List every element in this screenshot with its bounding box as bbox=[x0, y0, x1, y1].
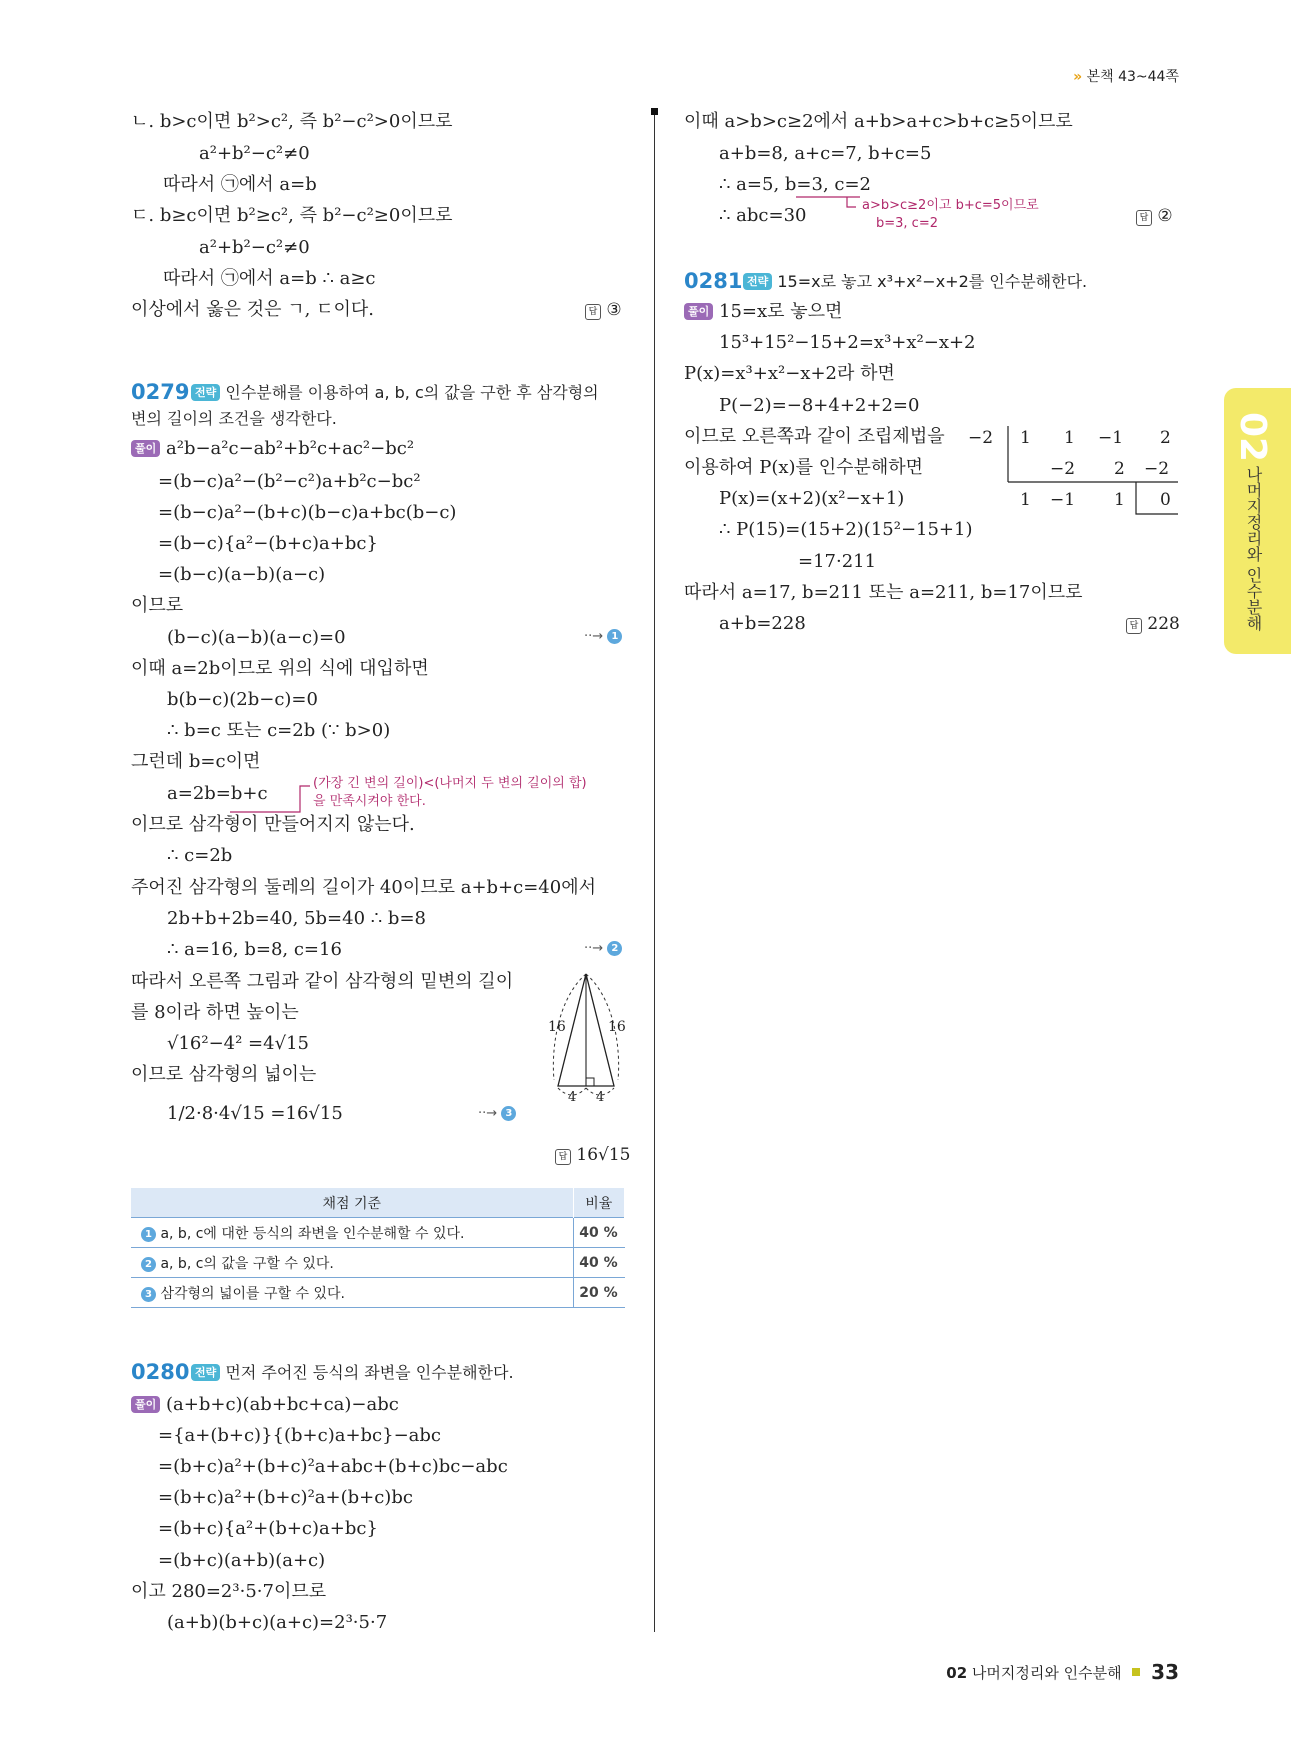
solution-line bbox=[131, 437, 414, 461]
answer-value: 228 bbox=[1147, 614, 1180, 634]
footer-square-icon bbox=[1132, 1668, 1140, 1676]
answer-icon: 답 bbox=[555, 1149, 571, 1165]
step-2-icon: 2 bbox=[141, 1257, 156, 1272]
header-reference: 본책 43~44쪽 bbox=[1086, 69, 1179, 85]
text-line: 따라서 ㉠에서 a=b ∴ a≥c bbox=[163, 268, 376, 289]
math-line: =(b+c)a²+(b+c)²a+(b+c)bc bbox=[158, 1487, 413, 1508]
strategy-line-2: 변의 길이의 조건을 생각한다. bbox=[131, 409, 337, 428]
math-line: a+b=8, a+c=7, b+c=5 bbox=[719, 143, 932, 164]
text-line: a²+b²−c²≠0 bbox=[199, 237, 310, 258]
text-line: 이고 280=2³·5·7이므로 bbox=[131, 1581, 327, 1602]
answer-icon: 답 bbox=[585, 304, 601, 320]
text-line: ㄷ. b≥c이면 b²≥c², 즉 b²−c²≥0이므로 bbox=[131, 205, 453, 226]
text-line: 따라서 오른쪽 그림과 같이 삼각형의 밑변의 길이 bbox=[131, 971, 514, 992]
chapter-side-tab bbox=[1224, 388, 1291, 654]
math-line: ∴ b=c 또는 c=2b (∵ b>0) bbox=[167, 720, 391, 741]
column-divider bbox=[654, 112, 655, 1632]
step-2-icon: 2 bbox=[607, 941, 622, 956]
text-line: 따라서 a=17, b=211 또는 a=211, b=17이므로 bbox=[684, 582, 1083, 603]
annotation-note: (가장 긴 변의 길이)<(나머지 두 변의 길이의 합) bbox=[313, 776, 587, 791]
synthetic-division bbox=[968, 424, 1178, 520]
table-header: 비율 bbox=[573, 1188, 625, 1218]
math-line: ∴ a=16, b=8, c=16 bbox=[167, 939, 342, 960]
coef: 2 bbox=[1160, 428, 1171, 448]
annotation-bracket bbox=[796, 195, 862, 209]
side-tab-number: 02 bbox=[1232, 412, 1273, 463]
table-row bbox=[131, 1218, 625, 1248]
answer bbox=[555, 1145, 631, 1165]
text-line: 그런데 b=c이면 bbox=[131, 751, 261, 772]
criteria-text: a, b, c의 값을 구할 수 있다. bbox=[160, 1255, 334, 1272]
criteria-pct: 20 % bbox=[573, 1278, 625, 1308]
text-line: 이므로 삼각형이 만들어지지 않는다. bbox=[131, 814, 415, 835]
annotation-note: 을 만족시켜야 한다. bbox=[313, 794, 426, 809]
strategy-line bbox=[191, 1361, 514, 1385]
problem-number: 0279 bbox=[131, 380, 190, 404]
text-line: 이므로 삼각형의 넓이는 bbox=[131, 1064, 317, 1085]
answer-value: 16√15 bbox=[576, 1145, 631, 1165]
math-line: =17·211 bbox=[798, 551, 877, 572]
annotation-note: a>b>c≥2이고 b+c=5이므로 bbox=[862, 198, 1039, 213]
problem-number: 0280 bbox=[131, 1360, 190, 1384]
text-line: 이때 a>b>c≥2에서 a+b>a+c>b+c≥5이므로 bbox=[684, 111, 1073, 132]
coef: 2 bbox=[1114, 459, 1125, 479]
step-marker: ··→ 1 bbox=[584, 629, 622, 644]
step-marker: ··→ 3 bbox=[478, 1106, 516, 1121]
coef: 1 bbox=[1020, 490, 1031, 510]
table-header: 채점 기준 bbox=[131, 1188, 573, 1218]
text-line: 따라서 ㉠에서 a=b bbox=[163, 174, 317, 195]
step-1-icon: 1 bbox=[141, 1227, 156, 1242]
criteria-text: 삼각형의 넓이를 구할 수 있다. bbox=[160, 1285, 345, 1302]
math-line: P(−2)=−8+4+2+2=0 bbox=[719, 395, 920, 416]
text-line: 이때 a=2b이므로 위의 식에 대입하면 bbox=[131, 658, 429, 679]
solution-tag: 풀이 bbox=[684, 303, 713, 320]
page-header bbox=[1073, 66, 1179, 86]
step-marker: ··→ 2 bbox=[584, 941, 622, 956]
page-number: 33 bbox=[1151, 1660, 1179, 1684]
math-line: =(b+c){a²+(b+c)a+bc} bbox=[158, 1518, 378, 1539]
math-line: ∴ c=2b bbox=[167, 845, 233, 866]
coef: −1 bbox=[1050, 490, 1076, 510]
scoring-criteria-table bbox=[131, 1188, 625, 1308]
coef: −2 bbox=[1144, 459, 1170, 479]
math-line: ∴ a=5, b=3, c=2 bbox=[719, 174, 871, 195]
math-line: 15³+15²−15+2=x³+x²−x+2 bbox=[719, 332, 976, 353]
side-tab-label: 나머지정리와 인수분해 bbox=[1244, 466, 1263, 632]
step-1-icon: 1 bbox=[607, 629, 622, 644]
footer-chapter-title: 나머지정리와 인수분해 bbox=[971, 1664, 1122, 1682]
answer bbox=[1126, 614, 1180, 634]
divider-marker bbox=[651, 108, 658, 115]
math-line: =(b+c)a²+(b+c)²a+abc+(b+c)bc−abc bbox=[158, 1456, 508, 1477]
math-line: 1/2·8·4√15 =16√15 bbox=[167, 1103, 343, 1124]
strategy-tag: 전략 bbox=[191, 1364, 220, 1381]
table-row bbox=[131, 1248, 625, 1278]
text-line: 이므로 bbox=[131, 595, 184, 616]
math-line: =(b−c){a²−(b+c)a+bc} bbox=[158, 533, 378, 554]
math-line: (a+b+c)(ab+bc+ca)−abc bbox=[166, 1394, 399, 1415]
divisor: −2 bbox=[968, 428, 994, 448]
math-line: (b−c)(a−b)(a−c)=0 bbox=[167, 627, 346, 648]
criteria-pct: 40 % bbox=[573, 1218, 625, 1248]
math-line: =(b+c)(a+b)(a+c) bbox=[158, 1550, 326, 1571]
figure-label: 16 bbox=[608, 1019, 626, 1035]
math-line: √16²−4² =4√15 bbox=[167, 1033, 309, 1054]
text-line: 주어진 삼각형의 둘레의 길이가 40이므로 a+b+c=40에서 bbox=[131, 877, 596, 898]
coef: 1 bbox=[1020, 428, 1031, 448]
coef: −2 bbox=[1050, 459, 1076, 479]
math-line: ={a+(b+c)}{(b+c)a+bc}−abc bbox=[158, 1425, 441, 1446]
strategy-text: 인수분해를 이용하여 a, b, c의 값을 구한 후 삼각형의 bbox=[225, 383, 599, 402]
footer-chapter-number: 02 bbox=[946, 1664, 968, 1682]
text-line: 이므로 오른쪽과 같이 조립제법을 bbox=[684, 426, 945, 447]
math-line: =(b−c)(a−b)(a−c) bbox=[158, 564, 326, 585]
page-footer bbox=[946, 1660, 1179, 1684]
math-line: a²b−a²c−ab²+b²c+ac²−bc² bbox=[166, 438, 415, 459]
answer-icon: 답 bbox=[1126, 618, 1142, 634]
coef: 1 bbox=[1114, 490, 1125, 510]
answer bbox=[585, 300, 622, 320]
figure-label: 4 bbox=[596, 1090, 605, 1105]
coef: 1 bbox=[1064, 428, 1075, 448]
math-line: (a+b)(b+c)(a+c)=2³·5·7 bbox=[167, 1612, 388, 1633]
answer-icon: 답 bbox=[1136, 210, 1152, 226]
criteria-pct: 40 % bbox=[573, 1248, 625, 1278]
strategy-text: 15=x로 놓고 x³+x²−x+2를 인수분해한다. bbox=[777, 272, 1088, 291]
solution-line bbox=[131, 1393, 399, 1417]
solution-tag: 풀이 bbox=[131, 440, 160, 457]
remainder: 0 bbox=[1160, 490, 1171, 510]
step-3-icon: 3 bbox=[141, 1287, 156, 1302]
strategy-text: 먼저 주어진 등식의 좌변을 인수분해한다. bbox=[225, 1363, 514, 1382]
answer-value: ② bbox=[1157, 206, 1173, 226]
coef: −1 bbox=[1098, 428, 1124, 448]
answer bbox=[1136, 206, 1173, 226]
text-line: 15=x로 놓으면 bbox=[719, 301, 843, 322]
text-line: ㄴ. b>c이면 b²>c², 즉 b²−c²>0이므로 bbox=[131, 111, 453, 132]
solution-line bbox=[684, 300, 842, 324]
strategy-line bbox=[191, 381, 599, 405]
annotation-note: b=3, c=2 bbox=[876, 216, 938, 231]
strategy-tag: 전략 bbox=[191, 384, 220, 401]
math-line: =(b−c)a²−(b+c)(b−c)a+bc(b−c) bbox=[158, 502, 457, 523]
math-line: ∴ P(15)=(15+2)(15²−15+1) bbox=[719, 519, 973, 540]
step-3-icon: 3 bbox=[501, 1106, 516, 1121]
text-line: 를 8이라 하면 높이는 bbox=[131, 1002, 299, 1023]
math-line: P(x)=(x+2)(x²−x+1) bbox=[719, 488, 905, 509]
problem-number: 0281 bbox=[684, 269, 743, 293]
math-line: a=2b=b+c bbox=[167, 783, 268, 804]
criteria-text: a, b, c에 대한 등식의 좌변을 인수분해할 수 있다. bbox=[160, 1225, 465, 1242]
math-line: b(b−c)(2b−c)=0 bbox=[167, 689, 318, 710]
table-row bbox=[131, 1278, 625, 1308]
strategy-line bbox=[743, 270, 1087, 294]
text-line: 이용하여 P(x)를 인수분해하면 bbox=[684, 457, 924, 478]
double-chevron-icon: » bbox=[1073, 69, 1083, 85]
math-line: ∴ abc=30 bbox=[719, 205, 807, 226]
annotation-bracket bbox=[230, 784, 312, 814]
text-line: 이상에서 옳은 것은 ㄱ, ㄷ이다. bbox=[131, 299, 374, 320]
strategy-tag: 전략 bbox=[743, 273, 772, 290]
math-line: 2b+b+2b=40, 5b=40 ∴ b=8 bbox=[167, 908, 426, 929]
math-line: =(b−c)a²−(b²−c²)a+b²c−bc² bbox=[158, 471, 421, 492]
text-line: a²+b²−c²≠0 bbox=[199, 143, 310, 164]
math-line: P(x)=x³+x²−x+2라 하면 bbox=[684, 363, 895, 384]
figure-label: 4 bbox=[568, 1090, 577, 1105]
figure-label: 16 bbox=[548, 1019, 566, 1035]
math-line: a+b=228 bbox=[719, 613, 806, 634]
solution-tag: 풀이 bbox=[131, 1396, 160, 1413]
answer-value: ③ bbox=[606, 300, 622, 320]
